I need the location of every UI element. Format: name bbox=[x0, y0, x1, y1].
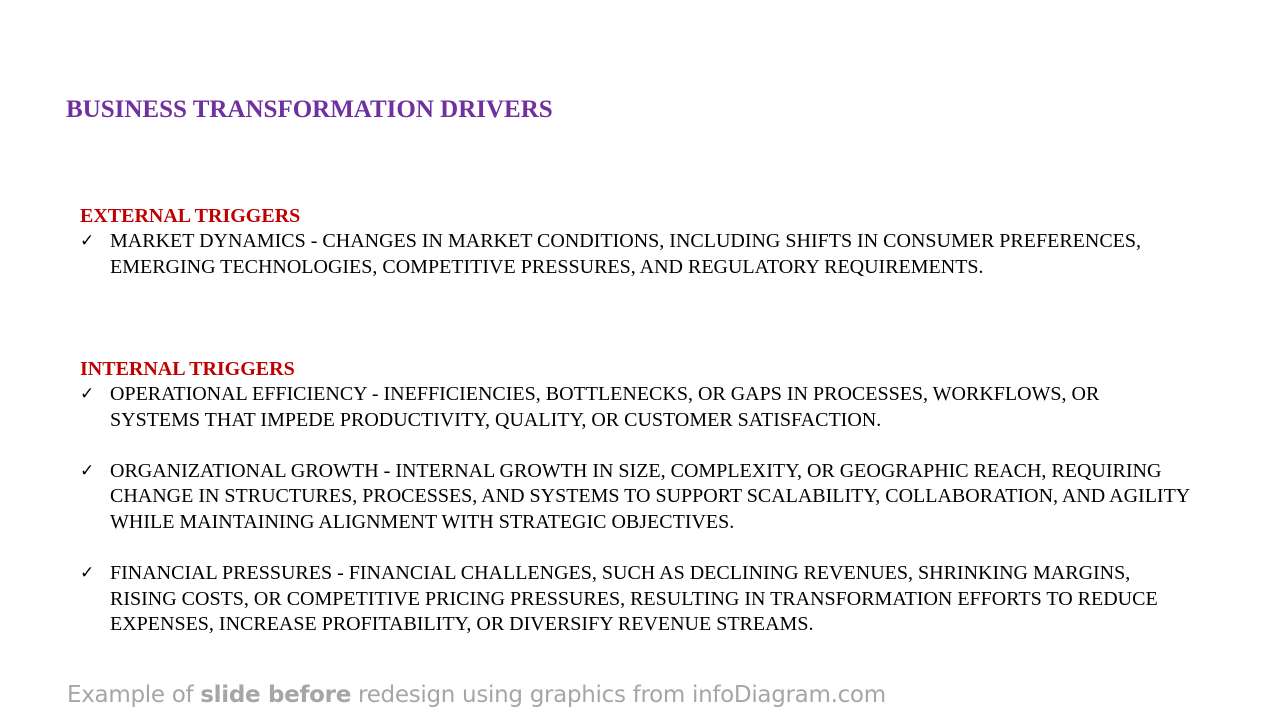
list-item bbox=[80, 561, 1190, 638]
footer-bold: slide before bbox=[200, 682, 352, 708]
footer-caption bbox=[67, 682, 886, 708]
list-item-text: ORGANIZATIONAL GROWTH - INTERNAL GROWTH IN SIZE, COMPLEXITY, OR GEOGRAPHIC REACH, REQUIRING CHANGE IN STRUCTURES, PROCESSES, AND SYSTEMS TO SUPPORT SCALABILITY, COLLABORATION, AND AGILITY WHILE MAINTAINING ALIGNMENT WITH STRATEGIC OBJECTIVES. bbox=[110, 459, 1190, 533]
list-item-text: FINANCIAL PRESSURES - FINANCIAL CHALLENGES, SUCH AS DECLINING REVENUES, SHRINKING MARGINS, RISING COSTS, OR COMPETITIVE PRICING PRESSURES, RESULTING IN TRANSFORMATION EFFORTS TO REDUCE EXPENSES, INCREASE PROFITABILITY, OR DIVERSIFY REVENUE STREAMS. bbox=[110, 562, 1158, 636]
section-internal-triggers bbox=[80, 357, 1190, 638]
list-item-text: MARKET DYNAMICS - CHANGES IN MARKET CONDITIONS, INCLUDING SHIFTS IN CONSUMER PREFERENCES, EMERGING TECHNOLOGIES, COMPETITIVE PRESSURES, AND REGULATORY REQUIREMENTS. bbox=[110, 230, 1141, 278]
section-heading: INTERNAL TRIGGERS bbox=[80, 358, 295, 380]
checkmark-icon: ✓ bbox=[80, 384, 95, 404]
section-external-triggers bbox=[80, 204, 1190, 280]
section-heading: EXTERNAL TRIGGERS bbox=[80, 205, 301, 227]
footer-prefix: Example of bbox=[67, 682, 201, 708]
list-item bbox=[80, 459, 1190, 536]
list-item bbox=[80, 229, 1190, 280]
list-item-text: OPERATIONAL EFFICIENCY - INEFFICIENCIES, BOTTLENECKS, OR GAPS IN PROCESSES, WORKFLOWS, OR SYSTEMS THAT IMPEDE PRODUCTIVITY, QUALITY, OR CUSTOMER SATISFACTION. bbox=[110, 383, 1100, 431]
checkmark-icon: ✓ bbox=[80, 231, 95, 251]
slide-title: BUSINESS TRANSFORMATION DRIVERS bbox=[66, 96, 553, 123]
footer-suffix: redesign using graphics from infoDiagram.com bbox=[351, 682, 886, 708]
checkmark-icon: ✓ bbox=[80, 563, 95, 584]
list-item bbox=[80, 382, 1190, 433]
checkmark-icon: ✓ bbox=[80, 460, 95, 481]
